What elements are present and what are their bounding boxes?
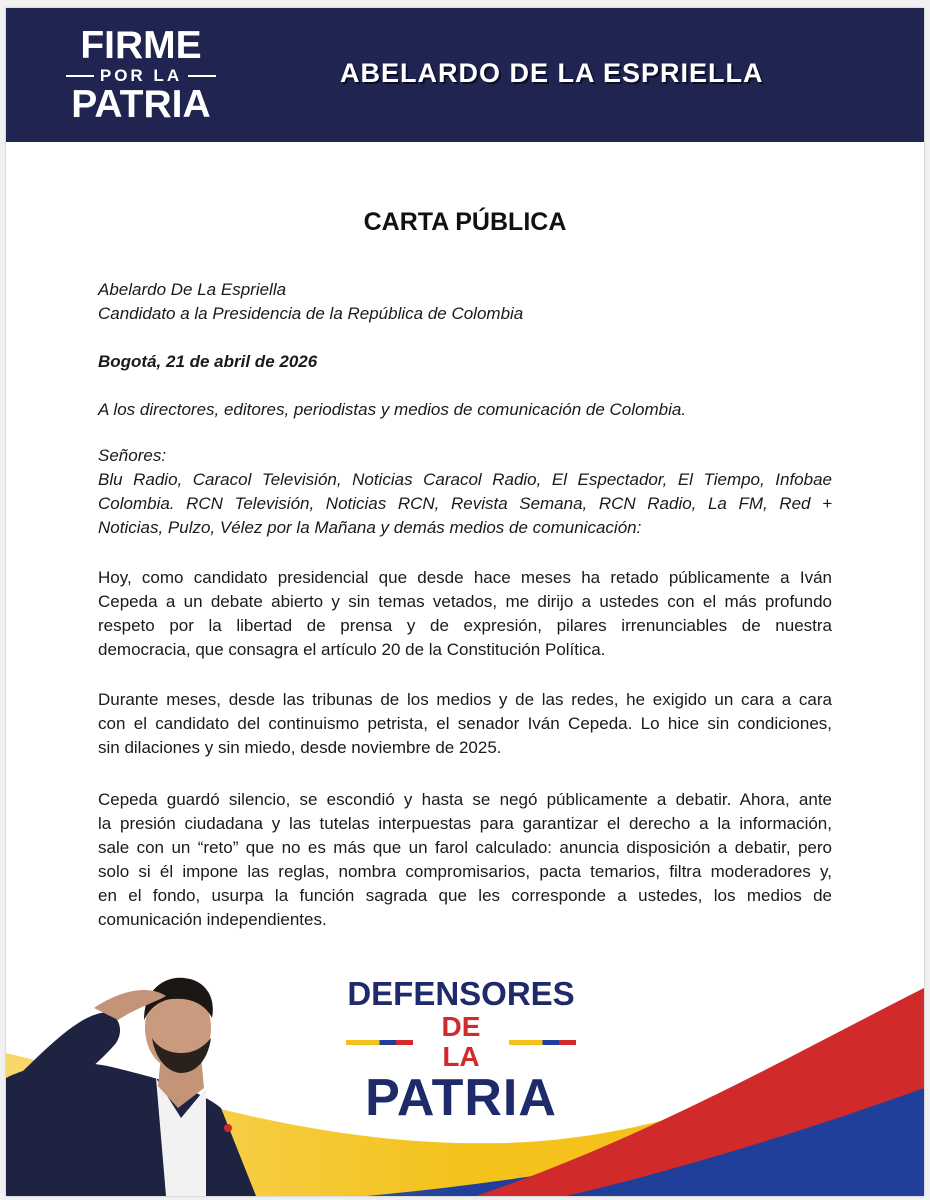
flag-stripe-left [346,1040,413,1045]
paragraph-line: respeto por la libertad de prensa y de expresión, pilares irrenunciables de nuestra [98,616,832,635]
defensores-de-la-patria-logo [346,975,576,1127]
footer-logo-line-2 [346,1012,576,1072]
logo-line-3: PATRIA [71,83,211,126]
paragraph-line: democracia, que consagra el artículo 20 de la Constitución Política. [98,640,606,659]
paragraph-line: en el fondo, usurpa la función sagrada que les corresponde a ustedes, los medios de [98,886,832,905]
logo-bar-right [188,75,216,77]
logo-bar-left [66,75,94,77]
paragraph-line: solo si él impone las reglas, nombra compromisarios, pacta temarios, filtra moderadores y, [98,862,832,881]
media-list-line: Blu Radio, Caracol Televisión, Noticias Caracol Radio, El Espectador, El Tiempo, Infobae [98,470,832,489]
paragraph-line: Hoy, como candidato presidencial que desde hace meses ha retado públicamente a Iván [98,568,832,587]
document-title: CARTA PÚBLICA [363,208,567,236]
paragraph-1 [98,566,832,662]
paragraph-line: Durante meses, desde las tribunas de los medios y de las redes, he exigido un cara a cara [98,690,832,709]
sender-block [98,278,832,326]
footer-logo-line-3: PATRIA [365,1069,557,1127]
letterhead-banner [6,8,924,142]
paragraph-line: Cepeda guardó silencio, se escondió y hasta se negó públicamente a debatir. Ahora, ante [98,790,832,809]
paragraph-line: sale con un “reto” que no es más que un farol calculado: anuncia disposición a debatir, pero [98,838,832,857]
sender-name: Abelardo De La Espriella [98,280,287,299]
firme-por-la-patria-logo [56,26,226,126]
paragraph-2 [98,688,832,760]
media-list-line: Colombia. RCN Televisión, Noticias RCN, Revista Semana, RCN Radio, La FM, Red + [98,494,832,513]
flag-stripe-right [509,1040,576,1045]
paragraph-line: con el candidato del continuismo petrista, el senador Iván Cepeda. Lo hice sin condiciones, [98,714,832,733]
logo-line-2-text: POR LA [99,66,183,85]
paragraph-line: sin dilaciones y sin miedo, desde noviembre de 2025. [98,738,502,757]
paragraph-line: Cepeda a un debate abierto y sin temas vetados, me dirijo a ustedes con el más profundo [98,592,832,611]
letter-page [6,8,924,1196]
paragraph-line: la presión ciudadana y las tutelas interpuestas para garantizar el derecho a la información, [98,814,832,833]
recipients-line: A los directores, editores, periodistas y medios de comunicación de Colombia. [98,400,687,419]
salutation: Señores: [98,446,167,465]
logo-line-1: FIRME [80,24,202,67]
footer-logo-line-2-text: DE LA [441,1011,481,1072]
media-block [98,444,832,540]
candidate-name-header: ABELARDO DE LA ESPRIELLA [340,58,764,88]
paragraph-line: comunicación independientes. [98,910,327,929]
paragraph-3 [98,788,832,932]
media-list-line: Noticias, Pulzo, Vélez por la Mañana y demás medios de comunicación: [98,518,642,537]
sender-role: Candidato a la Presidencia de la República de Colombia [98,304,524,323]
place-date: Bogotá, 21 de abril de 2026 [98,352,318,371]
footer-logo-line-1: DEFENSORES [347,975,575,1012]
